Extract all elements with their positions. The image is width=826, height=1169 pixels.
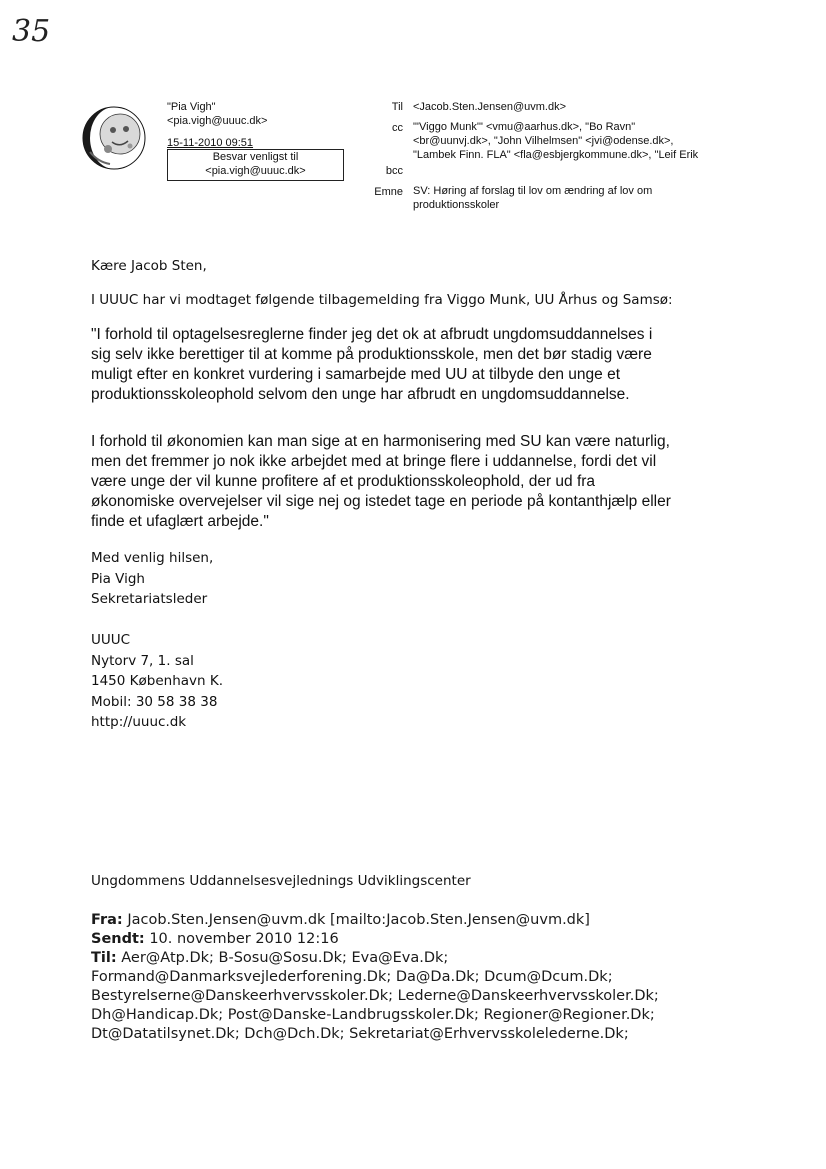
forwarded-from xyxy=(91,911,659,930)
closing: Med venlig hilsen, xyxy=(91,550,214,566)
to-value: <Jacob.Sten.Jensen@uvm.dk> xyxy=(413,101,567,113)
sender-name: "Pia Vigh" xyxy=(167,101,216,113)
sent-date: 15-11-2010 09:51 xyxy=(167,137,254,149)
greeting: Kære Jacob Sten, xyxy=(91,258,207,274)
organization-block xyxy=(91,630,223,733)
signer-title: Sekretariatsleder xyxy=(91,591,208,607)
subject-value xyxy=(413,184,652,212)
reply-note-email: <pia.vigh@uuuc.dk> xyxy=(205,165,306,177)
quote-paragraph-1 xyxy=(91,325,652,405)
handwritten-page-number: 35 xyxy=(12,14,51,49)
cc-line: "Lambek Finn. FLA" <fla@esbjergkommune.dk>, "Leif Erik xyxy=(413,149,699,161)
signer-name: Pia Vigh xyxy=(91,570,145,587)
sender-block xyxy=(167,100,267,128)
org-name: UUUC xyxy=(91,632,131,648)
to-label: Til xyxy=(391,101,403,113)
bcc-label: bcc xyxy=(385,165,403,177)
to-line: Formand@Danmarksvejlederforening.Dk; Da@Da.Dk; Dcum@Dcum.Dk; xyxy=(91,969,613,985)
sender-avatar xyxy=(80,104,148,172)
quote-line: være unge der vil kunne profitere af et produktionsskoleophold, der ud fra xyxy=(91,473,596,490)
quote-paragraph-2 xyxy=(91,432,671,532)
quote-line: sig selv ikke berettiger til at komme på produktionsskole, men det bør stadig være xyxy=(91,346,652,363)
to-label-fwd: Til: xyxy=(91,950,117,966)
quote-line: muligt efter en konkret vurdering i samarbejde med UU at tilbyde den unge et xyxy=(91,366,621,383)
reply-to-note xyxy=(167,149,344,181)
org-address: 1450 København K. xyxy=(91,673,224,689)
forwarded-header xyxy=(91,911,659,1044)
cc-line: "'Viggo Munk'" <vmu@aarhus.dk>, "Bo Ravn" xyxy=(413,121,636,133)
to-line: Bestyrelserne@Danskeerhvervsskoler.Dk; Lederne@Danskeerhvervsskoler.Dk; xyxy=(91,988,659,1004)
quote-line: men det fremmer jo nok ikke arbejdet med at bringe flere i uddannelse, fordi det vil xyxy=(91,453,657,470)
quote-line: økonomiske overvejelser vil sige nej og istedet tage en periode på kontanthjælp eller xyxy=(91,493,671,510)
org-url: http://uuuc.dk xyxy=(91,714,187,730)
quote-line: produktionsskoleophold selvom den unge har afbrudt en ungdomsuddannelse. xyxy=(91,386,630,403)
to-first-line: Aer@Atp.Dk; B-Sosu@Sosu.Dk; Eva@Eva.Dk; xyxy=(116,950,449,966)
forwarded-to xyxy=(91,949,659,968)
cc-value xyxy=(413,120,698,162)
to-line: Dh@Handicap.Dk; Post@Danske-Landbrugsskoler.Dk; Regioner@Regioner.Dk; xyxy=(91,1007,655,1023)
sent-value: 10. november 2010 12:16 xyxy=(144,931,339,947)
forwarded-sent xyxy=(91,930,659,949)
sent-label: Sendt: xyxy=(91,931,145,947)
org-mobile: Mobil: 30 58 38 38 xyxy=(91,693,218,710)
signature-block xyxy=(91,548,213,610)
org-address: Nytorv 7, 1. sal xyxy=(91,652,194,669)
quote-line: I forhold til økonomien kan man sige at en harmonisering med SU kan være naturlig, xyxy=(91,433,670,450)
reply-note-line: Besvar venligst til xyxy=(212,151,299,163)
cc-line: <br@uunvj.dk>, "John Vilhelmsen" <jvi@odense.dk>, xyxy=(413,135,674,147)
sender-email: <pia.vigh@uuuc.dk> xyxy=(167,115,268,127)
subject-label: Emne xyxy=(374,186,403,198)
intro-paragraph: I UUUC har vi modtaget følgende tilbagemelding fra Viggo Munk, UU Århus og Samsø: xyxy=(91,292,673,308)
from-value: Jacob.Sten.Jensen@uvm.dk [mailto:Jacob.Sten.Jensen@uvm.dk] xyxy=(122,912,590,928)
to-line: Dt@Datatilsynet.Dk; Dch@Dch.Dk; Sekretariat@Erhvervsskolelederne.Dk; xyxy=(91,1026,629,1042)
footer-organization: Ungdommens Uddannelsesvejlednings Udviklingscenter xyxy=(91,873,471,889)
subject-line: SV: Høring af forslag til lov om ændring af lov om xyxy=(413,185,653,197)
quote-line: "I forhold til optagelsesreglerne finder jeg det ok at afbrudt ungdomsuddannelses i xyxy=(91,326,653,343)
cc-label: cc xyxy=(392,122,403,134)
quote-line: finde et ufaglært arbejde." xyxy=(91,513,269,530)
subject-line: produktionsskoler xyxy=(413,199,500,211)
from-label: Fra: xyxy=(91,912,123,928)
